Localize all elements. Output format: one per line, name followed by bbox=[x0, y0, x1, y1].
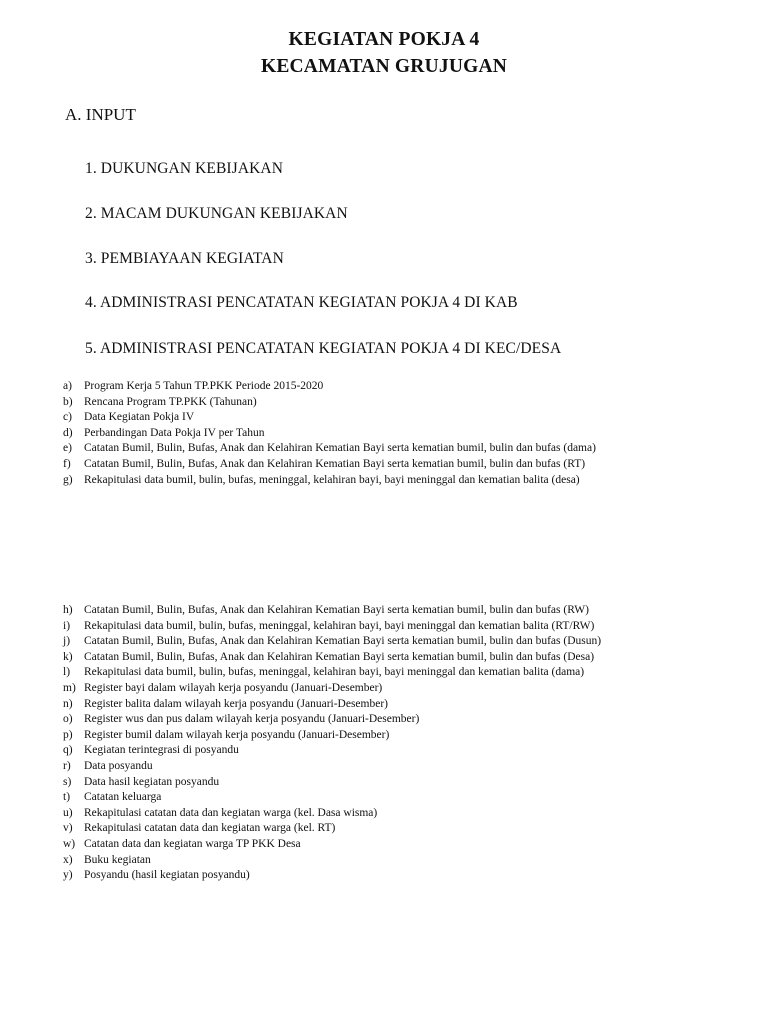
list-item bbox=[63, 697, 663, 713]
list-item bbox=[63, 410, 663, 426]
list-item bbox=[63, 712, 663, 728]
list-marker: i) bbox=[63, 619, 71, 632]
list-item bbox=[63, 441, 663, 457]
list-item-text: Catatan Bumil, Bulin, Bufas, Anak dan Kelahiran Kematian Bayi serta kematian bumil, bulin dan bufas (Desa) bbox=[84, 650, 595, 663]
input-item: 4. ADMINISTRASI PENCATATAN KEGIATAN POKJA 4 DI KAB bbox=[85, 294, 518, 311]
list-item bbox=[63, 743, 663, 759]
input-item: 5. ADMINISTRASI PENCATATAN KEGIATAN POKJA 4 DI KEC/DESA bbox=[85, 340, 562, 357]
list-item-text: Catatan Bumil, Bulin, Bufas, Anak dan Kelahiran Kematian Bayi serta kematian bumil, bulin dan bufas (RW) bbox=[84, 604, 589, 616]
list-marker: t) bbox=[63, 791, 71, 804]
list-item-text: Data posyandu bbox=[84, 759, 153, 772]
input-item: 2. MACAM DUKUNGAN KEBIJAKAN bbox=[85, 205, 348, 222]
list-item-text: Catatan Bumil, Bulin, Bufas, Anak dan Kelahiran Kematian Bayi serta kematian bumil, bulin dan bufas (RT) bbox=[84, 457, 586, 470]
input-item: 1. DUKUNGAN KEBIJAKAN bbox=[85, 160, 283, 177]
list-marker: h) bbox=[63, 604, 73, 616]
list-item-text: Rekapitulasi data bumil, bulin, bufas, meninggal, kelahiran bayi, bayi meninggal dan kematian balita (desa) bbox=[84, 473, 580, 486]
list-item-text: Rekapitulasi catatan data dan kegiatan warga (kel. RT) bbox=[84, 822, 336, 835]
list-marker: u) bbox=[63, 806, 73, 819]
list-item bbox=[63, 868, 663, 884]
list-item bbox=[63, 821, 663, 837]
list-item bbox=[63, 728, 663, 744]
list-marker: o) bbox=[63, 713, 73, 726]
list-item-text: Register balita dalam wilayah kerja posyandu (Januari-Desember) bbox=[84, 697, 388, 710]
list-item bbox=[63, 619, 663, 635]
list-item-text: Catatan data dan kegiatan warga TP PKK Desa bbox=[84, 837, 301, 850]
list-item-text: Register bumil dalam wilayah kerja posyandu (Januari-Desember) bbox=[84, 728, 390, 741]
list-item bbox=[63, 790, 663, 806]
list-item-text: Register wus dan pus dalam wilayah kerja posyandu (Januari-Desember) bbox=[84, 713, 420, 726]
list-item bbox=[63, 681, 663, 697]
list-marker: p) bbox=[63, 728, 73, 741]
list-item bbox=[63, 457, 663, 473]
list-marker: f) bbox=[63, 457, 71, 470]
list-item-text: Program Kerja 5 Tahun TP.PKK Periode 2015-2020 bbox=[84, 380, 324, 392]
list-item-text: Posyandu (hasil kegiatan posyandu) bbox=[84, 869, 250, 882]
section-heading-input: A. INPUT bbox=[65, 105, 136, 124]
list-marker: e) bbox=[63, 442, 72, 455]
list-item-text: Buku kegiatan bbox=[84, 853, 151, 866]
list-item-text: Rekapitulasi data bumil, bulin, bufas, meninggal, kelahiran bayi, bayi meninggal dan kematian balita (dama) bbox=[84, 666, 585, 679]
list-marker: v) bbox=[63, 822, 73, 835]
document-title: KEGIATAN POKJA 4 bbox=[288, 29, 480, 50]
list-item bbox=[63, 603, 663, 619]
list-marker: l) bbox=[63, 666, 71, 679]
list-marker: c) bbox=[63, 411, 72, 424]
list-item bbox=[63, 650, 663, 666]
list-marker: x) bbox=[63, 853, 73, 866]
list-marker: k) bbox=[63, 650, 73, 663]
list-item-text: Catatan Bumil, Bulin, Bufas, Anak dan Kelahiran Kematian Bayi serta kematian bumil, bulin dan bufas (dama) bbox=[84, 442, 596, 455]
list-item bbox=[63, 806, 663, 822]
list-item bbox=[63, 837, 663, 853]
list-item bbox=[63, 665, 663, 681]
list-item bbox=[63, 379, 663, 395]
list-marker: r) bbox=[63, 759, 71, 772]
list-item bbox=[63, 395, 663, 411]
list-item-text: Catatan keluarga bbox=[84, 791, 162, 804]
list-item-text: Data hasil kegiatan posyandu bbox=[84, 775, 220, 788]
list-marker: s) bbox=[63, 775, 72, 788]
list-item bbox=[63, 634, 663, 650]
list-marker: j) bbox=[63, 635, 71, 648]
list-item-text: Register bayi dalam wilayah kerja posyandu (Januari-Desember) bbox=[84, 681, 383, 694]
list-item bbox=[63, 426, 663, 442]
list-item-text: Rencana Program TP.PKK (Tahunan) bbox=[84, 395, 257, 408]
list-marker: b) bbox=[63, 395, 73, 408]
list-item bbox=[63, 473, 663, 489]
list-marker: m) bbox=[63, 681, 76, 694]
list-marker: y) bbox=[63, 869, 73, 882]
list-item-text: Data Kegiatan Pokja IV bbox=[84, 411, 195, 424]
list-item bbox=[63, 775, 663, 791]
document-subtitle: KECAMATAN GRUJUGAN bbox=[260, 56, 508, 77]
list-item bbox=[63, 759, 663, 775]
document-list-part1 bbox=[63, 379, 663, 488]
list-marker: q) bbox=[63, 744, 73, 757]
list-item-text: Perbandingan Data Pokja IV per Tahun bbox=[84, 426, 265, 439]
list-marker: d) bbox=[63, 426, 73, 439]
list-item bbox=[63, 853, 663, 869]
list-item-text: Rekapitulasi data bumil, bulin, bufas, meninggal, kelahiran bayi, bayi meninggal dan kematian balita (RT/RW) bbox=[84, 619, 595, 632]
list-item-text: Kegiatan terintegrasi di posyandu bbox=[84, 744, 239, 757]
list-marker: a) bbox=[63, 380, 72, 392]
document-list-part2 bbox=[63, 603, 663, 884]
list-item-text: Rekapitulasi catatan data dan kegiatan warga (kel. Dasa wisma) bbox=[84, 806, 378, 819]
list-marker: g) bbox=[63, 473, 73, 486]
list-marker: n) bbox=[63, 697, 73, 710]
input-item: 3. PEMBIAYAAN KEGIATAN bbox=[85, 250, 284, 267]
list-item-text: Catatan Bumil, Bulin, Bufas, Anak dan Kelahiran Kematian Bayi serta kematian bumil, bulin dan bufas (Dusun) bbox=[84, 635, 602, 648]
list-marker: w) bbox=[63, 837, 76, 850]
